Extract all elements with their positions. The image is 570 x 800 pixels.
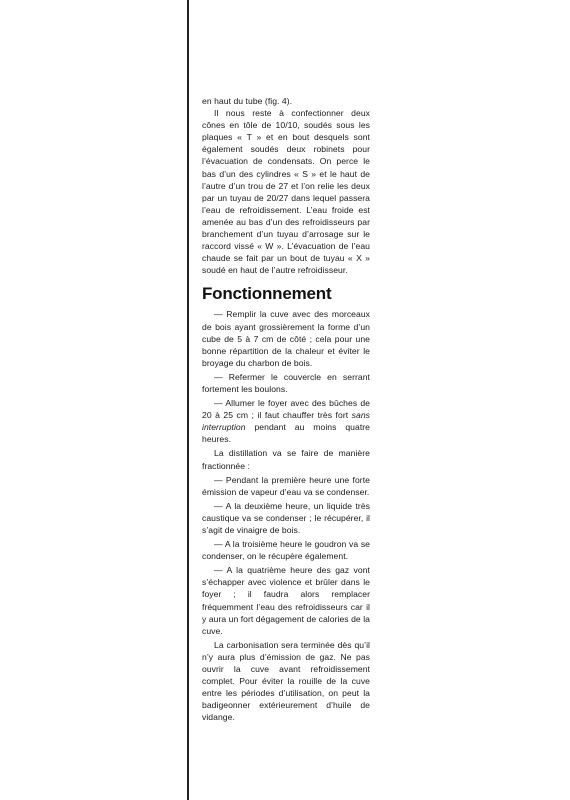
paragraph-refermer: — Refermer le couvercle en serrant fortement les boulons. [202, 371, 370, 394]
paragraph-quatrieme-heure: — A la quatrième heure des gaz vont s’échapper avec violence et brûler dans le foyer ; il faudra alors remplacer fréquemment l’eau des refroidisseurs car il y aura un fort dégagement de calories de la cuve. [202, 565, 370, 636]
allumer-text-a: — Allumer le foyer avec des bûches de 20 à 25 cm ; il faut chauffer très fort [202, 398, 370, 421]
column-divider-rule [187, 0, 189, 800]
allumer-italic: sans interruption [202, 410, 370, 433]
paragraph-intro: en haut du tube (fig. 4). [202, 96, 293, 106]
paragraph-allumer [202, 397, 370, 445]
text-column [202, 95, 370, 724]
paragraph-cones: Il nous reste à confectionner deux cônes en tôle de 10/10, soudés sous les plaques « T » et en bout desquels sont également soudés deux robinets pour l’évacuation de condensats. On perce le bas d’un des cylindres « S » et le haut de l’autre d’un trou de 27 et l’on relie les deux par un tuyau de 20/27 dans lequel passera l’eau de refroidissement. L’eau froide est amenée au bas d’un des refroidisseurs par branchement d’un tuyau d’arrosage sur le raccord vissé « W ». L’évacuation de l’eau chaude se fait par un bout de tuyau « X » soudé en haut de l’autre refroidisseur. [202, 108, 370, 276]
paragraph-distillation: La distillation va se faire de manière fractionnée : [202, 448, 370, 471]
allumer-text-b: pendant au moins quatre heures. [202, 422, 370, 445]
paragraph-premiere-heure: — Pendant la première heure une forte émission de vapeur d’eau va se condenser. [202, 474, 370, 497]
section-heading: Fonctionnement [202, 284, 332, 304]
paragraph-remplir: — Remplir la cuve avec des morceaux de bois ayant grossièrement la forme d’un cube de 5 à 7 cm de côté ; cela pour une bonne répartition de la chaleur et éviter le broyage du charbon de bois. [202, 309, 370, 368]
paragraph-deuxieme-heure: — A la deuxième heure, un liquide très caustique va se condenser ; le récupérer, il s’agit de vinaigre de bois. [202, 500, 370, 535]
paragraph-troisieme-heure: — A la troisième heure le goudron va se condenser, on le récupère également. [202, 539, 370, 562]
paragraph-carbonisation: La carbonisation sera terminée dès qu’il n’y aura plus d’émission de gaz. Ne pas ouvrir la cuve avant refroidissement complet. Pour éviter la rouille de la cuve entre les périodes d’utilisation, on peut la badigeonner extérieurement d’huile de vidange. [202, 639, 370, 723]
